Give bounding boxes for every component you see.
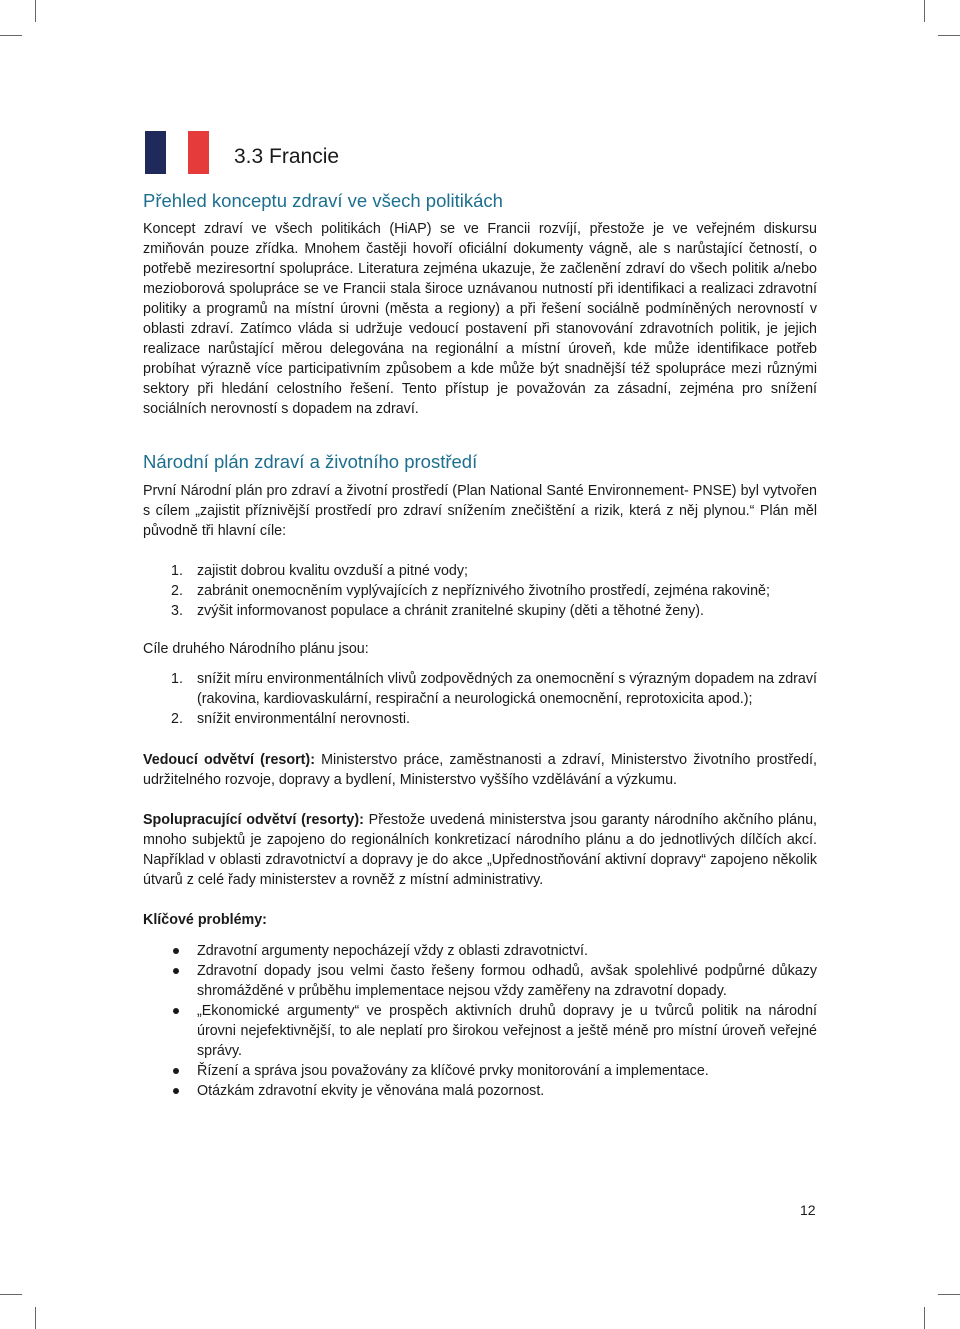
list-item: 1. snížit míru environmentálních vlivů zodpovědných za onemocnění s výrazným dopadem na zdraví (rakovina, kardiovaskulární, respirační a neurologická onemocnění, reprotoxicita apod.); [171,671,817,707]
crop-mark [938,35,960,36]
crop-mark [924,1307,925,1329]
cooperating-sectors-paragraph: Spolupracující odvětví (resorty): Přestože uvedená ministerstva jsou garanty národního akčního plánu, mnoho subjektů je zapojeno do regionálních konkretizací národního plánu a do jednotlivých dílčích akcí. Například v oblasti zdravotnictví a dopravy je do akce „Upřednostňování aktivní dopravy“ zapojeno několik útvarů z celé řady ministerstev a rovněž z místní administrativy. [143,812,818,888]
key-issues-list [143,941,817,1101]
crop-mark [0,1294,22,1295]
list-item: 2. zabránit onemocněním vyplývajících z nepříznivého životního prostředí, zejména rakovině; [171,583,770,599]
crop-mark [35,0,36,22]
goals-second-plan-list [143,669,817,729]
bullet-icon [173,948,179,954]
list-item: 3. zvýšit informovanost populace a chránit zranitelné skupiny (děti a těhotné ženy). [171,603,705,619]
bullet-icon [173,1088,179,1094]
goals-second-intro: Cíle druhého Národního plánu jsou: [143,641,369,657]
list-item: Zdravotní dopady jsou velmi často řešeny formou odhadů, avšak spolehlivé podpůrné důkazy shromážděné v průběhu implementace nejsou vždy zaměřeny na zdravotní dopady. [143,961,817,1001]
bullet-icon [173,968,179,974]
lead-sector-paragraph: Vedoucí odvětví (resort): Ministerstvo práce, zaměstnanosti a zdraví, Ministerstvo životního prostředí, udržitelného rozvoje, dopravy a bydlení, Ministerstvo vyššího vzdělávání a výzkumu. [143,752,817,788]
page-number: 12 [800,1202,816,1218]
crop-mark [924,0,925,22]
section-title: 3.3 Francie [234,145,340,168]
key-issues-heading: Klíčové problémy: [143,912,267,928]
crop-mark [938,1294,960,1295]
plan-intro-paragraph: První Národní plán pro zdraví a životní prostředí (Plan National Santé Environnement- PNSE) byl vytvořen s cílem „zajistit příznivější prostředí pro zdraví snížením znečištění a rizik, která z něj plynou.“ Plán měl původně tři hlavní cíle: [143,483,817,539]
intro-paragraph: Koncept zdraví ve všech politikách (HiAP) se ve Francii rozvíjí, přestože je ve veřejném diskursu zmiňován pouze zřídka. Mnohem častěji hovoří oficiální dokumenty vágně, ale s narůstající četností, o potřebě meziresortní spolupráce. Literatura zejména ukazuje, že začlenění zdraví do všech politik a/nebo mezioborová spolupráce se ve Francii stala široce uznávanou nutností při identifikaci a realizaci zdravotní politiky a programů na místní úrovni (města a regiony) a při řešení sociálně podmíněných nerovností v oblasti zdraví. Zatímco vláda si udržuje vedoucí postavení při stanovování zdravotních politik, je jejich realizace narůstající měrou delegována na regionální a místní úroveň, kde může identifikace potřeb probíhat výrazně více participativním způsobem a kde může být snadnější též spolupráce mezi různými sektory při hledání celostního řešení. Tento přístup je považován za zásadní, zejména pro snížení sociálních nerovností s dopadem na zdraví. [143,221,817,417]
crop-mark [35,1307,36,1329]
bullet-icon [173,1008,179,1014]
list-item: 1. zajistit dobrou kvalitu ovzduší a pitné vody; [171,563,468,579]
cooperating-sectors-label: Spolupracující odvětví (resorty): [143,812,364,828]
crop-mark [0,35,22,36]
heading-overview: Přehled konceptu zdraví ve všech politikách [143,190,503,211]
list-item: Řízení a správa jsou považovány za klíčové prvky monitorování a implementace. [143,1061,817,1081]
bullet-icon [173,1068,179,1074]
document-body [143,188,817,1101]
goals-first-plan-list [143,561,817,621]
lead-sector-label: Vedoucí odvětví (resort): [143,752,315,768]
list-item: „Ekonomické argumenty“ ve prospěch aktivních druhů dopravy je u tvůrců politik na národní úrovni nejefektivnější, to ale neplatí pro širokou veřejnost a ještě méně pro místní úroveň veřejné správy. [143,1001,817,1061]
list-item: 2. snížit environmentální nerovnosti. [171,711,410,727]
list-item: Zdravotní argumenty nepocházejí vždy z oblasti zdravotnictví. [143,941,817,961]
heading-national-plan: Národní plán zdraví a životního prostředí [143,451,478,472]
list-item: Otázkám zdravotní ekvity je věnována malá pozornost. [143,1081,817,1101]
french-flag-icon [145,131,209,174]
